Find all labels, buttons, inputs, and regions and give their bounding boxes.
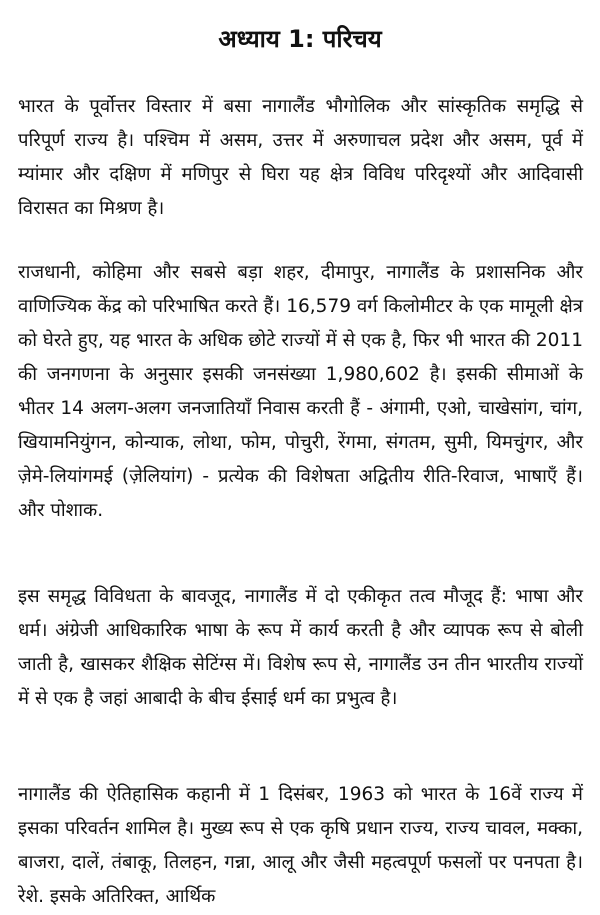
paragraph-geography: भारत के पूर्वोत्तर विस्तार में बसा नागालैंड भौगोलिक और सांस्कृतिक समृद्धि से परिपूर्ण राज्य है। पश्चिम में असम, उत्तर में अरुणाचल प्रदेश और असम, पूर्व में म्यांमार और दक्षिण में मणिपुर से घिरा यह क्षेत्र विविध परिदृश्यों और आदिवासी विरासत का मिश्रण है। bbox=[18, 96, 583, 219]
paragraph-demographics: राजधानी, कोहिमा और सबसे बड़ा शहर, दीमापुर, नागालैंड के प्रशासनिक और वाणिज्यिक केंद्र को परिभाषित करते हैं। 16,579 वर्ग किलोमीटर के एक मामूली क्षेत्र को घेरते हुए, यह भारत के अधिक छोटे राज्यों में से एक है, फिर भी भारत की 2011 की जनगणना के अनुसार इसकी जनसंख्या 1,980,602 है। इसकी सीमाओं के भीतर 14 अलग-अलग जनजातियाँ निवास करती हैं - अंगामी, एओ, चाखेसांग, चांग, खियामनियुंगन, कोन्याक, लोथा, फोम, पोचुरी, रेंगमा, संगतम, सुमी, यिमचुंगर, और ज़ेमे-लियांगमई (ज़ेलियांग) - प्रत्येक की विशेषता अद्वितीय रीति-रिवाज, भाषाएँ हैं। और पोशाक. bbox=[18, 262, 583, 521]
chapter-title: अध्याय 1: परिचय bbox=[218, 25, 382, 53]
paragraph-language-religion: इस समृद्ध विविधता के बावजूद, नागालैंड में दो एकीकृत तत्व मौजूद हैं: भाषा और धर्म। अंग्रेजी आधिकारिक भाषा के रूप में कार्य करती है और व्यापक रूप से बोली जाती है, खासकर शैक्षिक सेटिंग्स में। विशेष रूप से, नागालैंड उन तीन भारतीय राज्यों में से एक है जहां आबादी के बीच ईसाई धर्म का प्रभुत्व है। bbox=[18, 586, 583, 709]
paragraph-history-economy: नागालैंड की ऐतिहासिक कहानी में 1 दिसंबर, 1963 को भारत के 16वें राज्य में इसका परिवर्तन शामिल है। मुख्य रूप से एक कृषि प्रधान राज्य, राज्य चावल, मक्का, बाजरा, दालें, तंबाकू, तिलहन, गन्ना, आलू और जैसी महत्वपूर्ण फसलों पर पनपता है। रेशे. इसके अतिरिक्त, आर्थिक bbox=[18, 784, 583, 907]
